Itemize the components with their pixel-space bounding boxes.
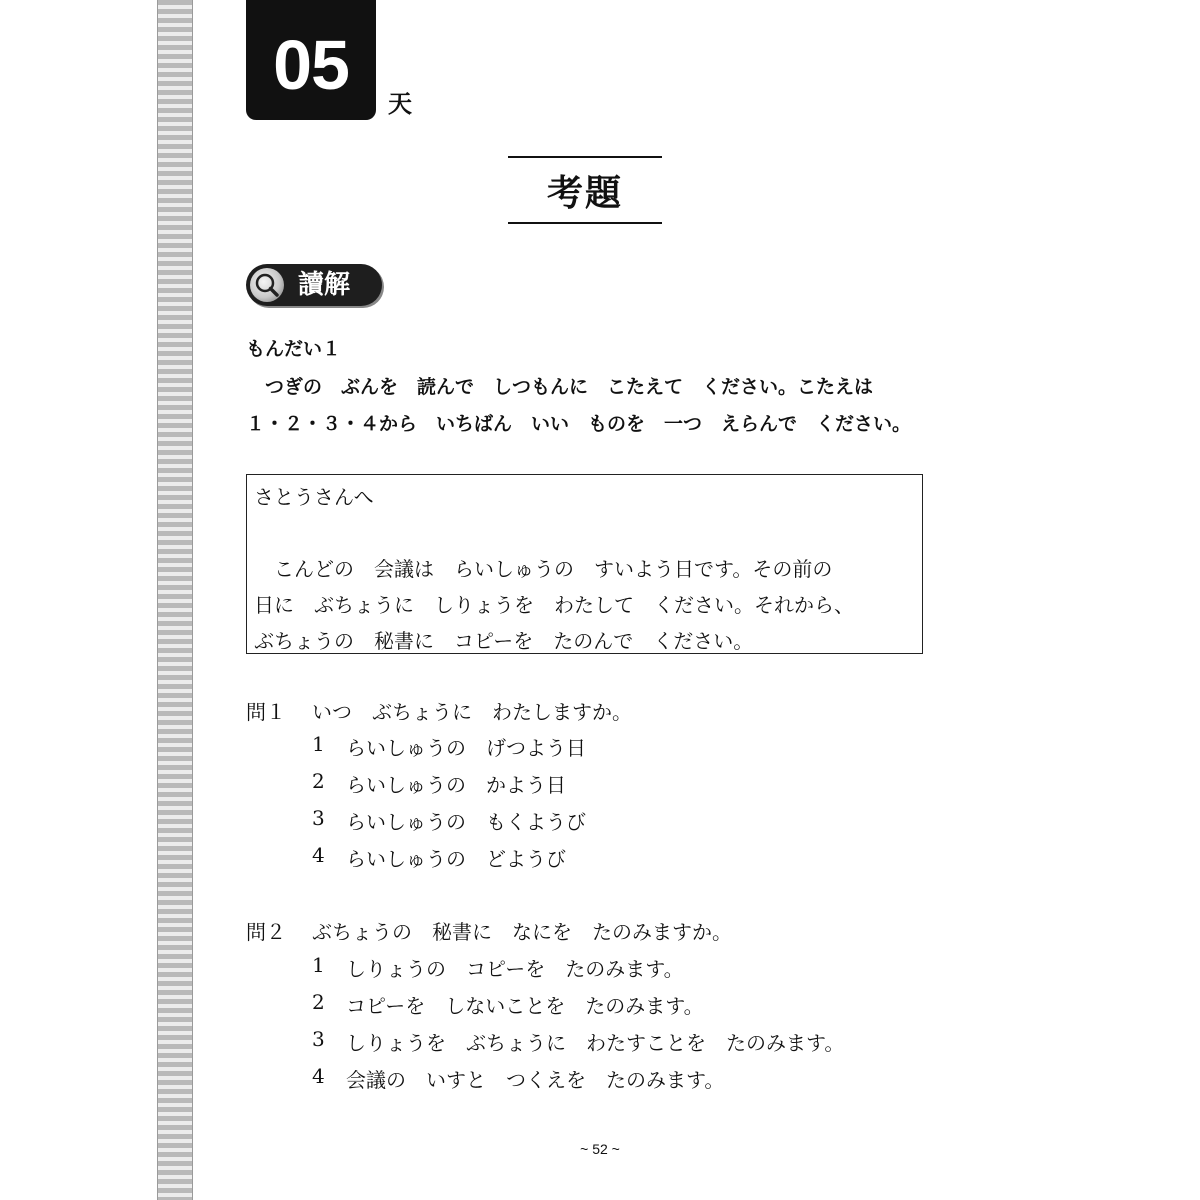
instruction-line-1: つぎの ぶんを 読んで しつもんに こたえて ください。こたえは [246, 376, 874, 398]
page-number: ~ 52 ~ [580, 1141, 620, 1157]
magnifier-icon [250, 268, 284, 302]
reading-passage-box [246, 474, 923, 654]
day-badge [246, 0, 376, 120]
question-1-option-number: 1 [312, 732, 325, 756]
question-2-option-number: 1 [312, 953, 325, 977]
page-title-frame [508, 156, 662, 224]
question-1-option-text: らいしゅうの かよう日 [346, 773, 566, 797]
side-stripe-decoration [157, 0, 193, 1200]
page-title: 考題 [546, 172, 623, 214]
question-2-option-text: コピーを しないことを たのみます。 [346, 994, 704, 1018]
question-2-option-number: 4 [312, 1064, 325, 1088]
section-badge [246, 264, 382, 306]
question-1-label: 問１ [246, 700, 286, 724]
question-1-option-number: 4 [312, 843, 325, 867]
instruction-line-2: １・２・３・４から いちばん いい ものを 一つ えらんで ください。 [246, 413, 912, 435]
question-2-label: 問２ [246, 920, 286, 944]
mondai-title: もんだい１ [246, 338, 342, 360]
question-2-text: ぶちょうの 秘書に なにを たのみますか。 [312, 920, 732, 944]
section-label: 讀解 [298, 270, 351, 300]
passage-line-2: 日に ぶちょうに しりょうを わたして ください。それから、 [254, 593, 854, 617]
question-2-option-number: 3 [312, 1027, 325, 1051]
question-1-option-number: 2 [312, 769, 325, 793]
question-1-option-text: らいしゅうの どようび [346, 847, 566, 871]
question-1-option-text: らいしゅうの げつよう日 [346, 736, 586, 760]
question-1-text: いつ ぶちょうに わたしますか。 [312, 700, 632, 724]
question-2-option-text: しりょうを ぶちょうに わたすことを たのみます。 [346, 1031, 845, 1055]
question-2-option-text: しりょうの コピーを たのみます。 [346, 957, 684, 981]
question-2-option-text: 会議の いすと つくえを たのみます。 [346, 1068, 725, 1092]
question-1-option-text: らいしゅうの もくようび [346, 810, 586, 834]
passage-greeting: さとうさんへ [254, 485, 374, 509]
day-number: 05 [273, 26, 349, 104]
day-unit: 天 [388, 90, 412, 118]
passage-line-3: ぶちょうの 秘書に コピーを たのんで ください。 [254, 629, 754, 653]
passage-line-1: こんどの 会議は らいしゅうの すいよう日です。その前の [254, 557, 833, 581]
question-1-option-number: 3 [312, 806, 325, 830]
question-2-option-number: 2 [312, 990, 325, 1014]
